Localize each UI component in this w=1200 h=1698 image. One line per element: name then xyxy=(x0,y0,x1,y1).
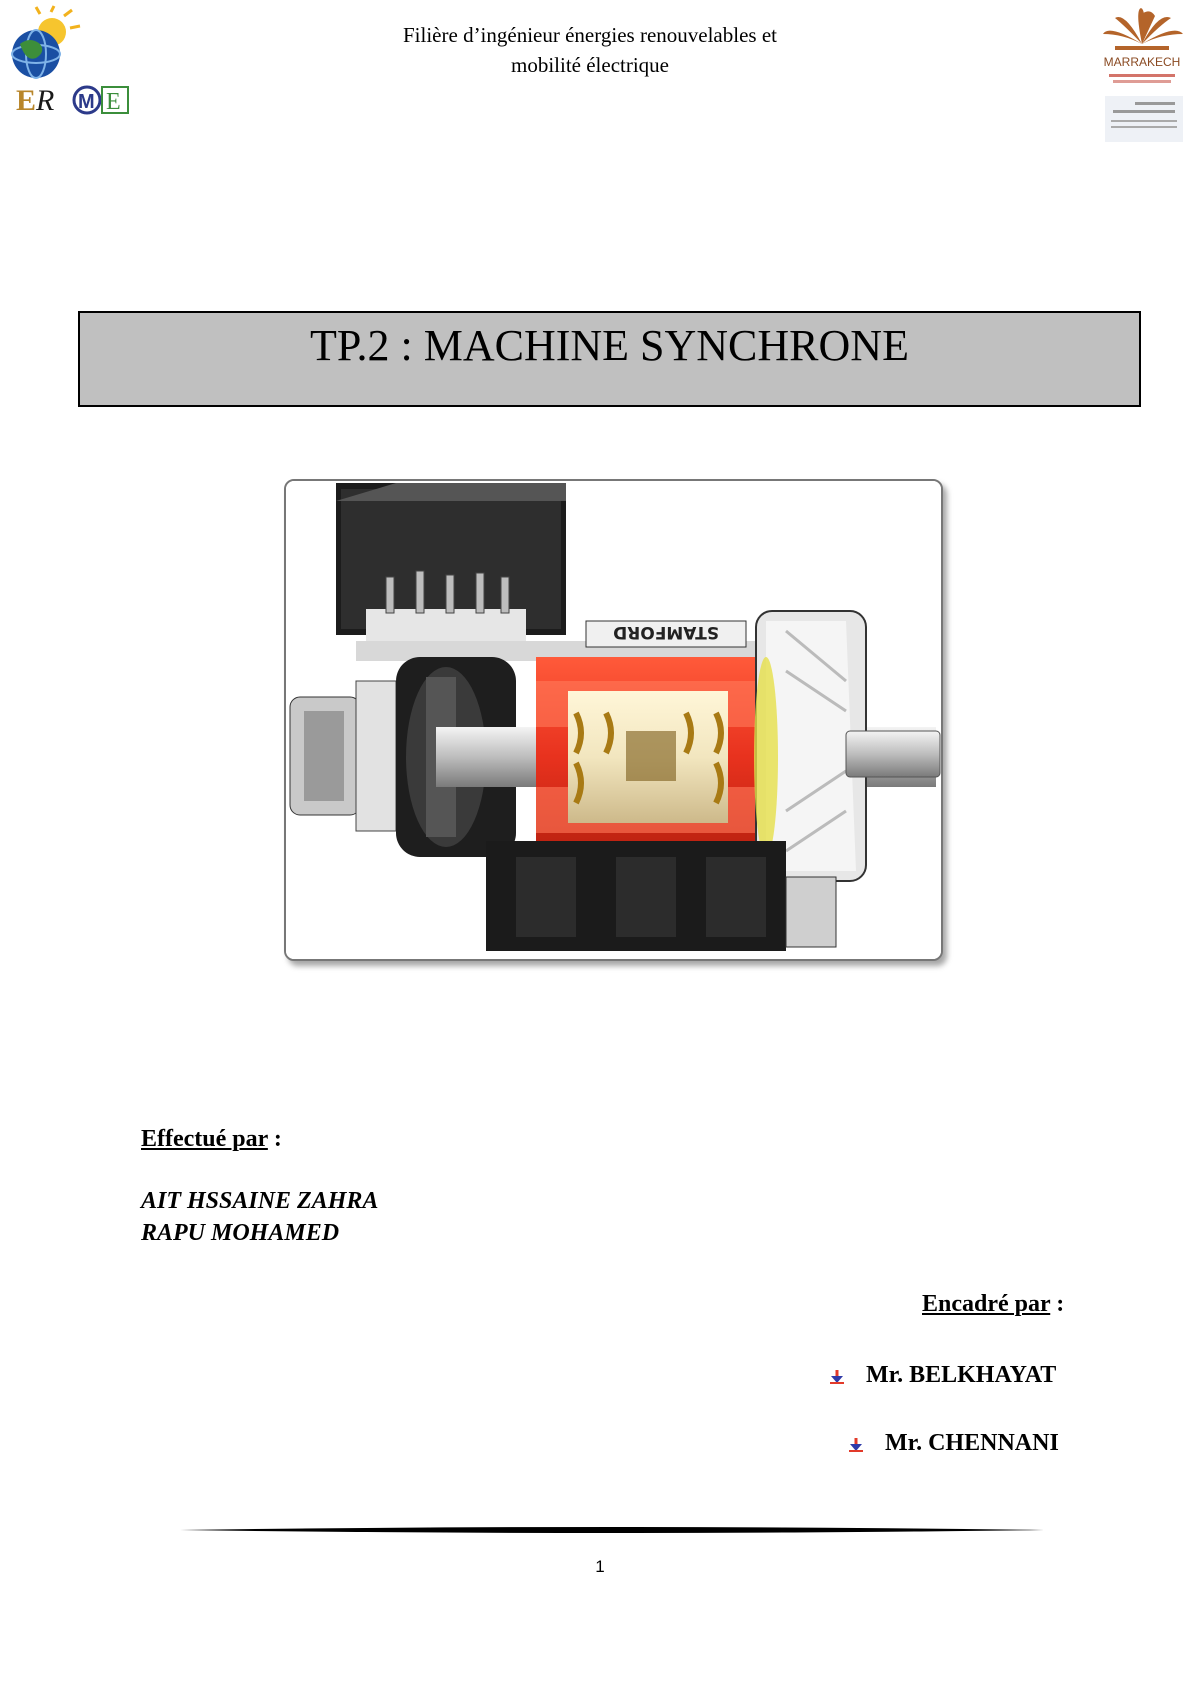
synchronous-machine-cutaway-image xyxy=(286,481,941,959)
supervisor-name: Mr. BELKHAYAT xyxy=(866,1362,1057,1388)
program-header xyxy=(300,20,880,80)
svg-text:E: E xyxy=(106,89,121,115)
author-name: AIT HSSAINE ZAHRA xyxy=(141,1188,379,1214)
university-logo xyxy=(1095,4,1190,144)
header-line-2: mobilité électrique xyxy=(510,53,670,77)
authors-label xyxy=(141,1126,282,1153)
supervisors-label-colon: : xyxy=(1050,1291,1065,1317)
page-number: 1 xyxy=(595,1557,605,1576)
machine-cutaway-figure xyxy=(284,479,943,961)
supervisors-label-text: Encadré par xyxy=(922,1291,1051,1317)
nameplate-text: STAMFORD xyxy=(613,622,719,642)
document-title: TP.2 : MACHINE SYNCHRONE xyxy=(310,321,909,370)
footer-divider xyxy=(180,1524,1044,1536)
supervisor-name: Mr. CHENNANI xyxy=(885,1430,1059,1456)
arrow-bullet-icon xyxy=(828,1368,846,1386)
svg-text:M: M xyxy=(78,91,95,113)
arrow-bullet-icon xyxy=(847,1436,865,1454)
header-line-1: Filière d’ingénieur énergies renouvelables et xyxy=(403,23,777,47)
svg-text:R: R xyxy=(36,84,55,117)
title-box xyxy=(78,311,1141,407)
supervisors-label xyxy=(922,1291,1064,1318)
authors-label-colon: : xyxy=(267,1126,282,1152)
svg-text:E: E xyxy=(16,84,37,117)
erme-logo xyxy=(6,4,136,119)
authors-label-text: Effectué par xyxy=(141,1126,268,1152)
author-name: RAPU MOHAMED xyxy=(141,1220,340,1246)
logo-city-text: MARRAKECH xyxy=(1103,55,1181,69)
authors-list xyxy=(141,1185,378,1249)
